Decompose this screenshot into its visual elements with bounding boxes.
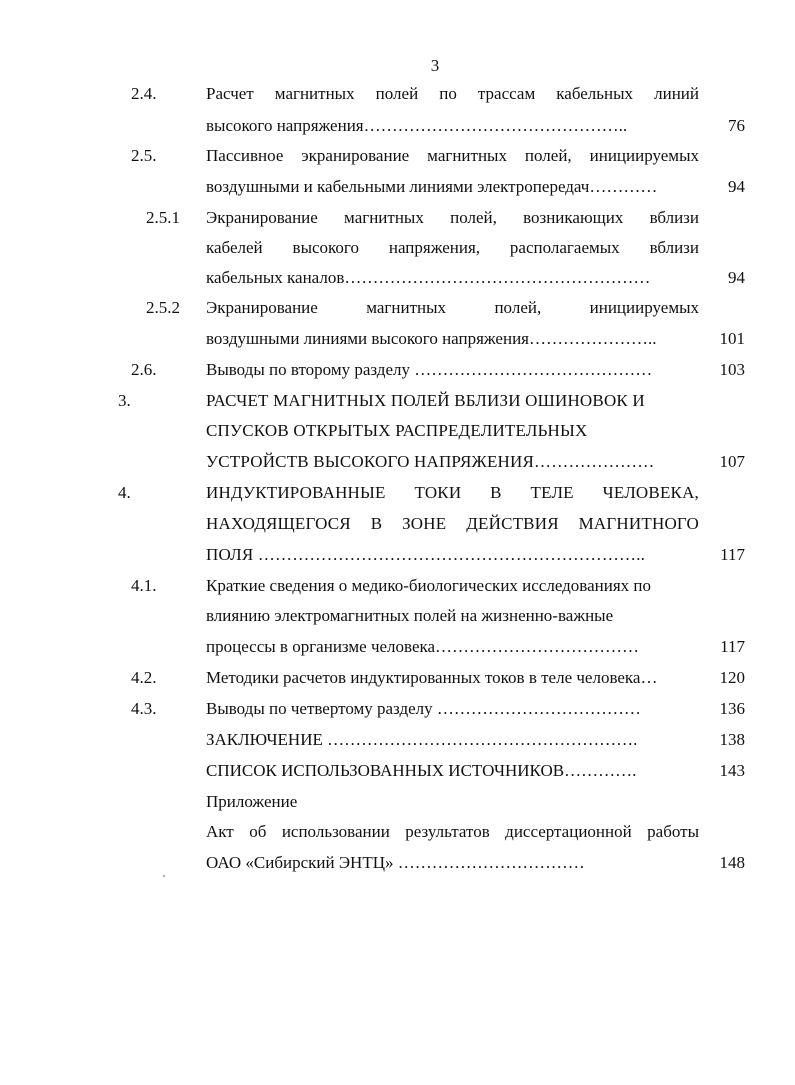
entry-title-line: СПУСКОВ ОТКРЫТЫХ РАСПРЕДЕЛИТЕЛЬНЫХ bbox=[206, 421, 588, 440]
entry-page: 117 bbox=[720, 545, 745, 564]
entry-title-line: процессы в организме человека……………………………… bbox=[206, 637, 640, 656]
entry-page: 138 bbox=[719, 730, 745, 749]
page-number: 3 bbox=[430, 56, 440, 75]
entry-page: 107 bbox=[719, 452, 745, 471]
entry-page: 120 bbox=[719, 668, 745, 687]
entry-number: 4.2. bbox=[131, 668, 157, 687]
entry-title-line: высокого напряжения……………………………………….. bbox=[206, 116, 628, 135]
entry-page: 143 bbox=[719, 761, 745, 780]
entry-title-line: РАСЧЕТ МАГНИТНЫХ ПОЛЕЙ ВБЛИЗИ ОШИНОВОК И bbox=[206, 391, 645, 410]
entry-page: 94 bbox=[728, 268, 745, 287]
entry-number: 4.3. bbox=[131, 699, 157, 718]
entry-title-line: влиянию электромагнитных полей на жизненно-важные bbox=[206, 606, 614, 625]
entry-page: 76 bbox=[728, 116, 745, 135]
entry-number: 2.5.1 bbox=[146, 208, 180, 227]
entry-page: 101 bbox=[719, 329, 745, 348]
entry-page: 148 bbox=[719, 853, 745, 872]
entry-number: 2.6. bbox=[131, 360, 157, 379]
entry-title-line: Приложение bbox=[206, 792, 298, 811]
entry-title-line: кабельных каналов……………………………………………… bbox=[206, 268, 651, 287]
entry-number: 3. bbox=[118, 391, 131, 410]
entry-title-line: СПИСОК ИСПОЛЬЗОВАННЫХ ИСТОЧНИКОВ…………. bbox=[206, 761, 637, 780]
entry-title-line: Выводы по второму разделу …………………………………… bbox=[206, 360, 653, 379]
entry-title-line: УСТРОЙСТВ ВЫСОКОГО НАПРЯЖЕНИЯ………………… bbox=[206, 452, 655, 471]
entry-number: 2.4. bbox=[131, 84, 157, 103]
entry-number: 4. bbox=[118, 483, 131, 502]
entry-title-line: Расчет магнитных полей по трассам кабельных линий bbox=[206, 84, 699, 103]
entry-title-line: ПОЛЯ ………………………………………………………….. bbox=[206, 545, 646, 564]
entry-title-line: воздушными линиями высокого напряжения………………….. bbox=[206, 329, 657, 348]
entry-title-line: Экранирование магнитных полей, инициируемых bbox=[206, 298, 699, 317]
entry-title-line: Пассивное экранирование магнитных полей, инициируемых bbox=[206, 146, 699, 165]
entry-number: 2.5. bbox=[131, 146, 157, 165]
entry-title-line: Методики расчетов индуктированных токов в теле человека… bbox=[206, 668, 658, 687]
entry-title-line: НАХОДЯЩЕГОСЯ В ЗОНЕ ДЕЙСТВИЯ МАГНИТНОГО bbox=[206, 514, 699, 533]
entry-title-line: ЗАКЛЮЧЕНИЕ ………………………………………………. bbox=[206, 730, 638, 749]
entry-title-line: воздушными и кабельными линиями электропередач………… bbox=[206, 177, 658, 196]
entry-page: 94 bbox=[728, 177, 745, 196]
entry-number: 2.5.2 bbox=[146, 298, 180, 317]
entry-page: 117 bbox=[720, 637, 745, 656]
entry-title-line: Краткие сведения о медико-биологических исследованиях по bbox=[206, 576, 652, 595]
scan-speck bbox=[163, 875, 165, 877]
entry-page: 103 bbox=[719, 360, 745, 379]
entry-title-line: Экранирование магнитных полей, возникающих вблизи bbox=[206, 208, 699, 227]
entry-title-line: Выводы по четвертому разделу ……………………………… bbox=[206, 699, 641, 718]
entry-number: 4.1. bbox=[131, 576, 157, 595]
entry-page: 136 bbox=[719, 699, 745, 718]
entry-title-line: Акт об использовании результатов диссертационной работы bbox=[206, 822, 699, 841]
entry-title-line: ИНДУКТИРОВАННЫЕ ТОКИ В ТЕЛЕ ЧЕЛОВЕКА, bbox=[206, 483, 699, 502]
entry-title-line: ОАО «Сибирский ЭНТЦ» …………………………… bbox=[206, 853, 585, 872]
entry-title-line: кабелей высокого напряжения, располагаемых вблизи bbox=[206, 238, 699, 257]
